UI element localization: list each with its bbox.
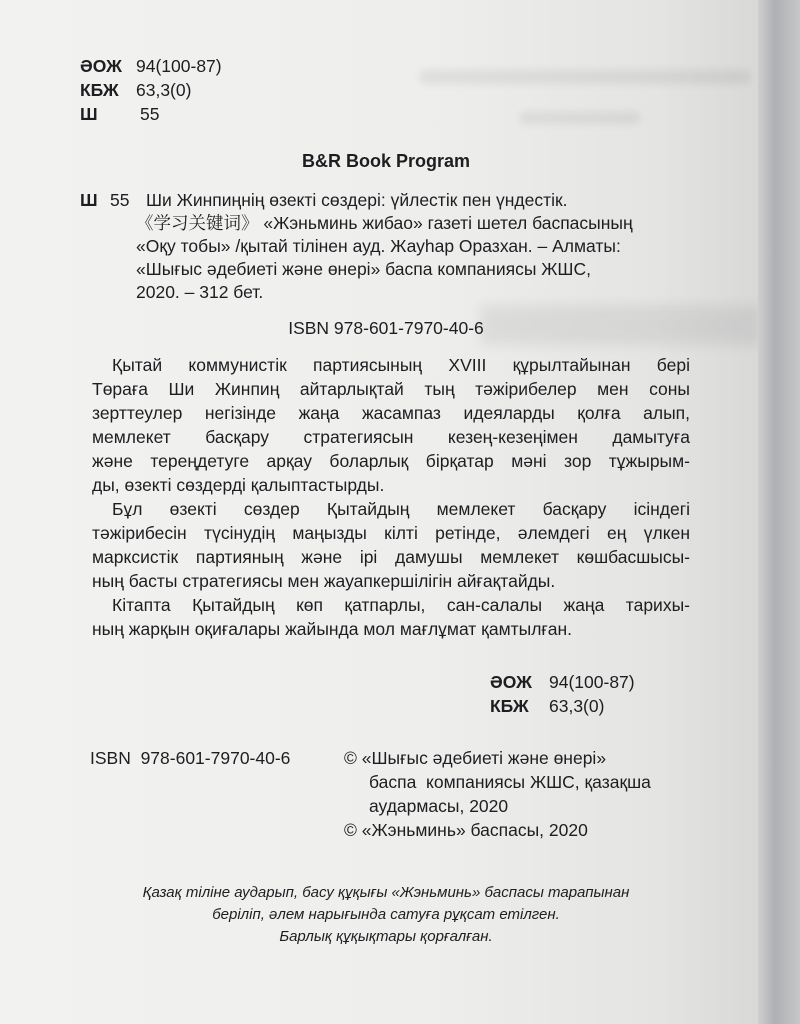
record-line: «Шығыс әдебиеті және өнері» баспа компаниясы ЖШС,	[136, 259, 591, 279]
abstract-line: ды, өзекті сөздерді қалыптастырды.	[92, 475, 385, 495]
copyright-line: баспа компаниясы ЖШС, қазақша	[369, 772, 651, 792]
copyright-line: © «Жэньминь» баспасы, 2020	[344, 820, 588, 840]
abstract-line: мемлекет басқару стратегиясын кезең-кезеңімен дамытуға	[92, 427, 690, 447]
record-line: «Оқу тобы» /қытай тілінен ауд. Жауһар Оразхан. – Алматы:	[136, 236, 621, 256]
record-line: 2020. – 312 бет.	[136, 282, 264, 302]
bleed-through-shadow	[520, 112, 640, 124]
record-line: 《学习关键词》 «Жэньминь жибао» газеті шетел баспасының	[136, 213, 633, 233]
abstract-line: Қытай коммунистік партиясының XVIII құрылтайынан бері	[112, 355, 690, 375]
rights-line: Қазақ тіліне аударып, басу құқығы «Жэньминь» баспасы тарапынан	[142, 884, 630, 901]
copyright-line: © «Шығыс әдебиеті және өнері»	[344, 748, 607, 768]
abstract-line: ның жарқын оқиғалары жайында мол мағлұмат қамтылған.	[92, 619, 573, 639]
program-title: B&R Book Program	[301, 151, 471, 171]
isbn-bottom: ISBN 978-601-7970-40-6	[90, 748, 291, 768]
catalog-label: Ш	[80, 104, 98, 124]
abstract-line: ның басты стратегиясы мен жауапкершілігін айғақтайды.	[92, 571, 556, 591]
record-mark: Ш	[80, 190, 98, 210]
page-edge-shadow	[758, 0, 800, 1024]
catalog-value: 63,3(0)	[136, 80, 192, 100]
catalog-value: 63,3(0)	[549, 696, 605, 716]
record-line: Ши Жинпиңнің өзекті сөздері: үйлестік пен үндестік.	[146, 190, 568, 210]
abstract-line: Төраға Ши Жинпиң айтарлықтай тың тәжірибелер мен соны	[92, 379, 690, 399]
record-number: 55	[110, 190, 130, 210]
abstract-line: және тереңдетуге арқау боларлық бірқатар мәні зор тұжырым-	[92, 451, 690, 471]
catalog-label: КБЖ	[80, 80, 119, 100]
rights-line: Барлық құқықтары қорғалған.	[279, 928, 493, 945]
catalog-value: 55	[140, 104, 160, 124]
catalog-label: ӘОЖ	[490, 672, 532, 692]
abstract-line: Кітапта Қытайдың көп қатпарлы, сан-салалы жаңа тарихы-	[112, 595, 690, 615]
catalog-value: 94(100-87)	[136, 56, 222, 76]
abstract-line: марксистік партияның және ірі дамушы мемлекет көшбасшысы-	[92, 547, 690, 567]
copyright-line: аудармасы, 2020	[369, 796, 509, 816]
rights-line: беріліп, әлем нарығында сатуға рұқсат етілген.	[212, 906, 560, 923]
abstract-line: зерттеулер негізінде жаңа жасампаз идеяларды қолға алып,	[92, 403, 690, 423]
catalog-label: ӘОЖ	[80, 56, 122, 76]
abstract-line: тәжірибесін түсінудің маңызды кілті ретінде, әлемдегі ең үлкен	[92, 523, 690, 543]
catalog-label: КБЖ	[490, 696, 529, 716]
abstract-line: Бұл өзекті сөздер Қытайдың мемлекет басқару ісіндегі	[112, 499, 690, 519]
bleed-through-shadow	[420, 70, 750, 84]
catalog-value: 94(100-87)	[549, 672, 635, 692]
isbn-center: ISBN 978-601-7970-40-6	[288, 318, 484, 338]
